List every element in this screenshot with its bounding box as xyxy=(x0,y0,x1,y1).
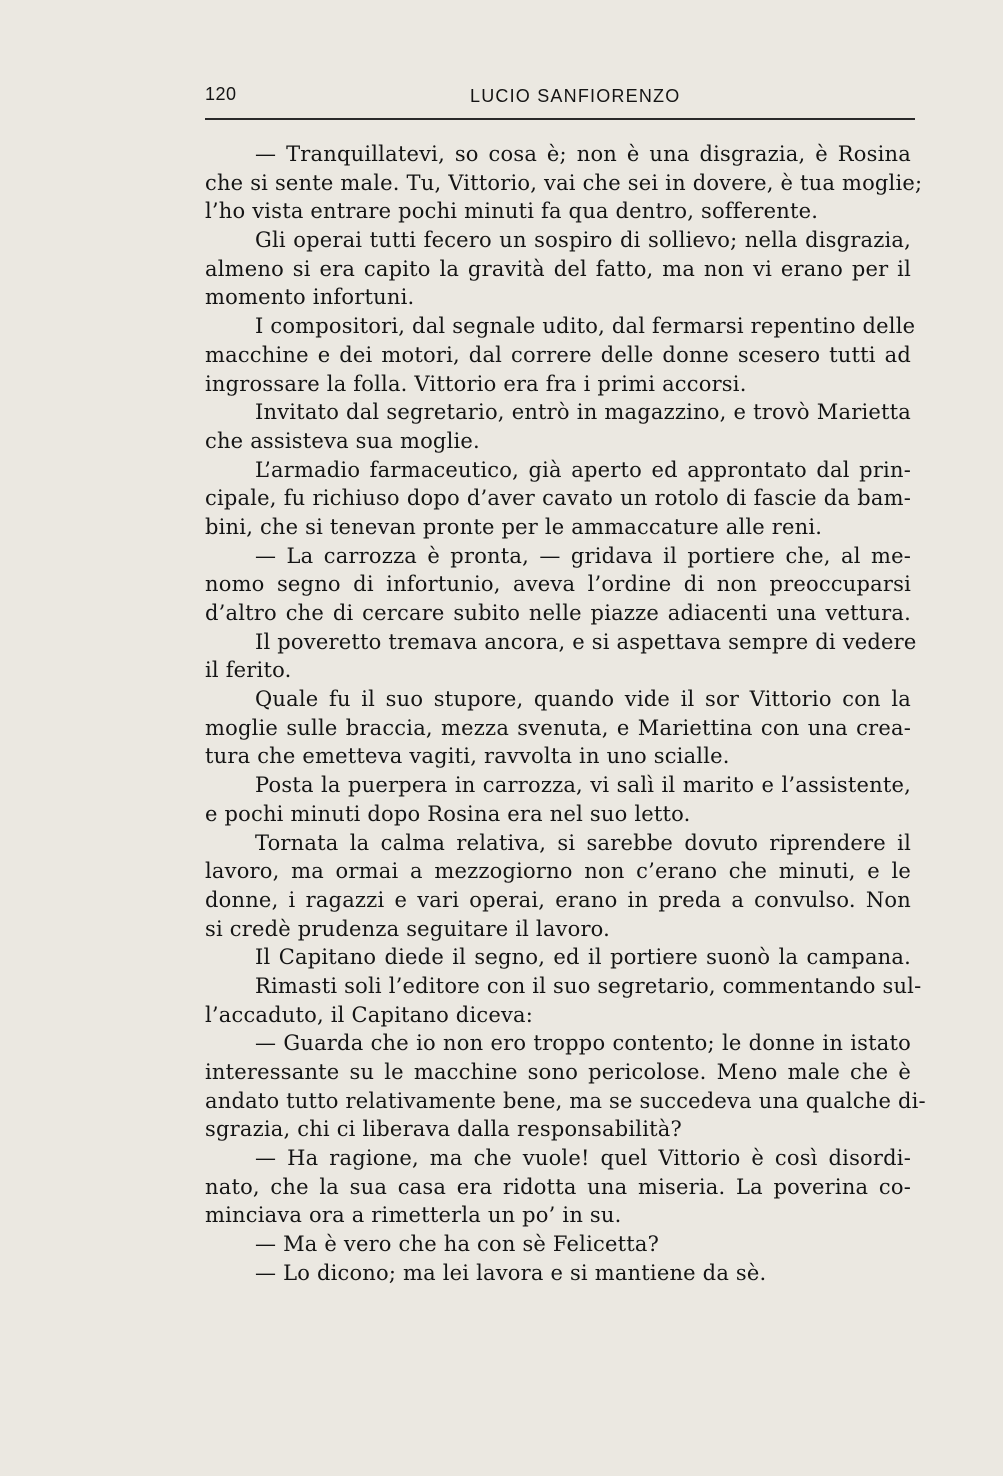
page-number: 120 xyxy=(205,84,237,104)
text-line: nato, che la sua casa era ridotta una miseria. La poverina co- xyxy=(205,1174,911,1199)
text-line: Tornata la calma relativa, si sarebbe dovuto riprendere il xyxy=(255,830,911,855)
text-line: momento infortuni. xyxy=(205,285,415,310)
text-line: I compositori, dal segnale udito, dal fermarsi repentino delle xyxy=(255,314,916,339)
text-line: lavoro, ma ormai a mezzogiorno non c’erano che minuti, e le xyxy=(205,859,911,884)
text-line: sgrazia, chi ci liberava dalla responsabilità? xyxy=(205,1117,682,1142)
text-line: — La carrozza è pronta, — gridava il portiere che, al me- xyxy=(255,543,911,568)
text-line: nomo segno di infortunio, aveva l’ordine di non preoccuparsi xyxy=(205,572,911,597)
text-line: il ferito. xyxy=(205,658,292,683)
text-line: l’ho vista entrare pochi minuti fa qua dentro, sofferente. xyxy=(205,199,819,224)
text-line: e pochi minuti dopo Rosina era nel suo letto. xyxy=(205,801,691,826)
text-line: d’altro che di cercare subito nelle piazze adiacenti una vettura. xyxy=(205,601,911,625)
text-line: — Lo dicono; ma lei lavora e si mantiene da sè. xyxy=(255,1260,767,1285)
text-line: — Ha ragione, ma che vuole! quel Vittorio è così disordi- xyxy=(255,1146,911,1171)
text-line: Il Capitano diede il segno, ed il portiere suonò la campana. xyxy=(255,945,911,970)
text-line: interessante su le macchine sono pericolose. Meno male che è xyxy=(205,1060,911,1084)
text-line: donne, i ragazzi e vari operai, erano in preda a convulso. Non xyxy=(205,887,911,912)
text-line: tura che emetteva vagiti, ravvolta in uno scialle. xyxy=(205,744,730,769)
text-line: — Guarda che io non ero troppo contento; le donne in istato xyxy=(255,1031,911,1056)
text-line: che si sente male. Tu, Vittorio, vai che sei in dovere, è tua moglie; xyxy=(205,170,923,195)
text-line: Invitato dal segretario, entrò in magazzino, e trovò Marietta xyxy=(255,400,911,425)
text-line: Rimasti soli l’editore con il suo segretario, commentando sul- xyxy=(255,973,922,998)
text-line: ingrossare la folla. Vittorio era fra i primi accorsi. xyxy=(205,371,747,396)
text-line: L’armadio farmaceutico, già aperto ed approntato dal prin- xyxy=(255,457,911,482)
text-line: macchine e dei motori, dal correre delle donne scesero tutti ad xyxy=(205,342,911,367)
text-line: l’accaduto, il Capitano diceva: xyxy=(205,1002,534,1027)
text-line: — Ma è vero che ha con sè Felicetta? xyxy=(255,1232,660,1257)
body-text xyxy=(205,140,926,1288)
text-line: andato tutto relativamente bene, ma se succedeva una qualche di- xyxy=(205,1088,926,1113)
text-line: si credè prudenza seguitare il lavoro. xyxy=(205,916,611,941)
text-line: cipale, fu richiuso dopo d’aver cavato un rotolo di fascie da bam- xyxy=(205,486,911,511)
text-line: minciava ora a rimetterla un po’ in su. xyxy=(205,1203,622,1228)
text-line: moglie sulle braccia, mezza svenuta, e Mariettina con una crea- xyxy=(205,715,911,740)
text-line: Quale fu il suo stupore, quando vide il sor Vittorio con la xyxy=(255,687,911,712)
page-header xyxy=(205,84,915,120)
text-line: almeno si era capito la gravità del fatto, ma non vi erano per il xyxy=(205,256,911,281)
text-line: bini, che si tenevan pronte per le ammaccature alle reni. xyxy=(205,514,823,539)
text-line: Gli operai tutti fecero un sospiro di sollievo; nella disgrazia, xyxy=(255,228,911,253)
running-head: LUCIO SANFIORENZO xyxy=(470,86,681,106)
text-line: — Tranquillatevi, so cosa è; non è una disgrazia, è Rosina xyxy=(255,142,911,166)
text-line: Il poveretto tremava ancora, e si aspettava sempre di vedere xyxy=(255,629,917,654)
text-line: che assisteva sua moglie. xyxy=(205,428,480,453)
text-line: Posta la puerpera in carrozza, vi salì il marito e l’assistente, xyxy=(255,773,911,798)
